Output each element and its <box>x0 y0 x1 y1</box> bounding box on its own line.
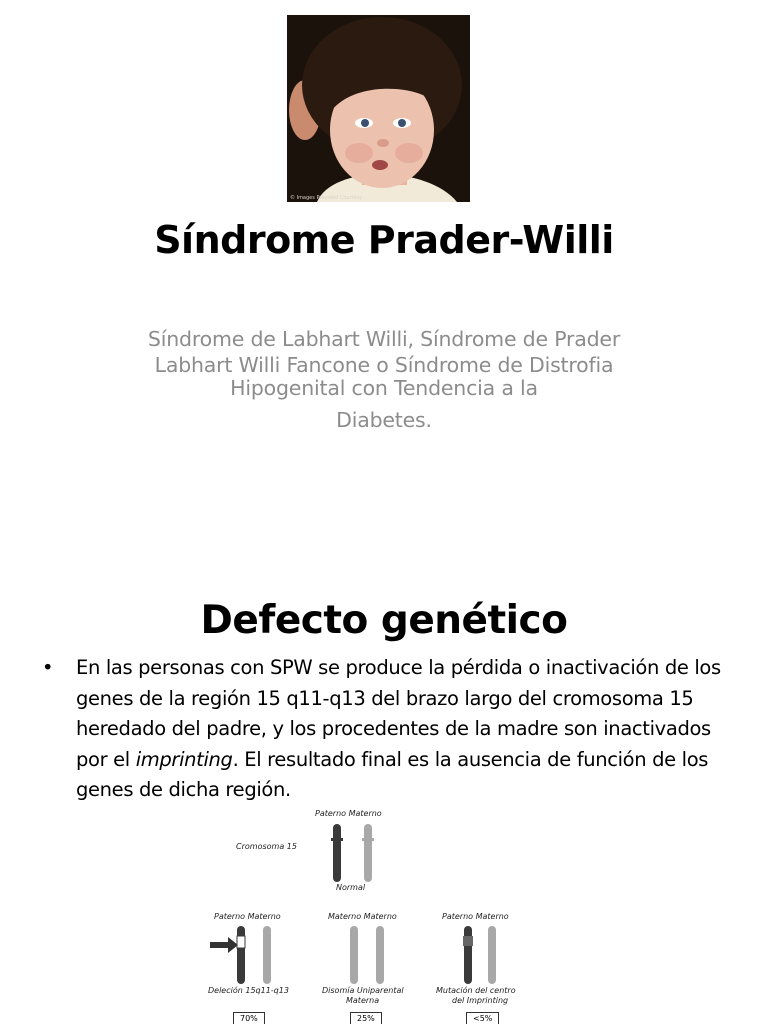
deletion-paternal-chromosome <box>237 926 245 984</box>
slide2-title: Defecto genético <box>200 598 568 643</box>
child-photo-illustration <box>287 15 470 202</box>
slide1-subtitle <box>110 325 658 435</box>
case-label: Deleción 15q11-q13 <box>208 986 289 995</box>
child-photo <box>287 15 470 202</box>
bullet-text-part: . El resultado final es la ausencia de función de los genes de dicha región. <box>76 747 709 801</box>
bullet-text <box>76 653 742 806</box>
normal-paternal-chromosome <box>331 824 343 882</box>
normal-maternal-chromosome <box>362 824 374 882</box>
case-label: Disomía Uniparental <box>322 986 404 995</box>
disomy-maternal-chromosome-2 <box>376 926 384 984</box>
bullet-marker: • <box>42 656 54 679</box>
case-header: Paterno Materno <box>442 912 509 921</box>
subtitle-line: Síndrome de Labhart Willi, Síndrome de Prader <box>147 327 621 351</box>
deletion-arrow <box>210 937 238 953</box>
percent-badge: <5% <box>466 1012 499 1024</box>
subtitle-line: Diabetes. <box>336 408 432 432</box>
normal-label: Normal <box>336 883 366 892</box>
case-label: Mutación del centro <box>436 986 516 995</box>
bullet-italic-term: imprinting <box>135 747 233 771</box>
bullet-text-part: En las personas con SPW se produce la pérdida o inactivación de los genes de la región 15 q11-q13 del brazo largo del cromosoma 15 heredado del padre, y los procedentes de la madre son inactivados por el <box>76 656 721 771</box>
imprinting-paternal-chromosome <box>463 926 473 984</box>
case-header: Paterno Materno <box>214 912 281 921</box>
percent-badge: 25% <box>350 1012 382 1024</box>
deletion-maternal-chromosome <box>263 926 271 984</box>
chromosome-label: Cromosoma 15 <box>236 842 297 851</box>
percent-badge: 70% <box>233 1012 265 1024</box>
subtitle-line: Labhart Willi Fancone o Síndrome de Distrofia <box>154 353 614 377</box>
case-header: Materno Materno <box>328 912 397 921</box>
slide1-title: Síndrome Prader-Willi <box>154 218 614 262</box>
bullet-item <box>42 653 742 806</box>
imprinting-maternal-chromosome <box>488 926 496 984</box>
top-header-label: Paterno Materno <box>315 809 382 818</box>
subtitle-line: Hipogenital con Tendencia a la <box>230 376 538 400</box>
disomy-maternal-chromosome-1 <box>350 926 358 984</box>
chromosome-diagram <box>200 806 540 1024</box>
photo-credit: © Images Provided Courtesy <box>290 195 363 201</box>
case-label: Materna <box>346 996 380 1005</box>
case-label: del Imprinting <box>452 996 509 1005</box>
